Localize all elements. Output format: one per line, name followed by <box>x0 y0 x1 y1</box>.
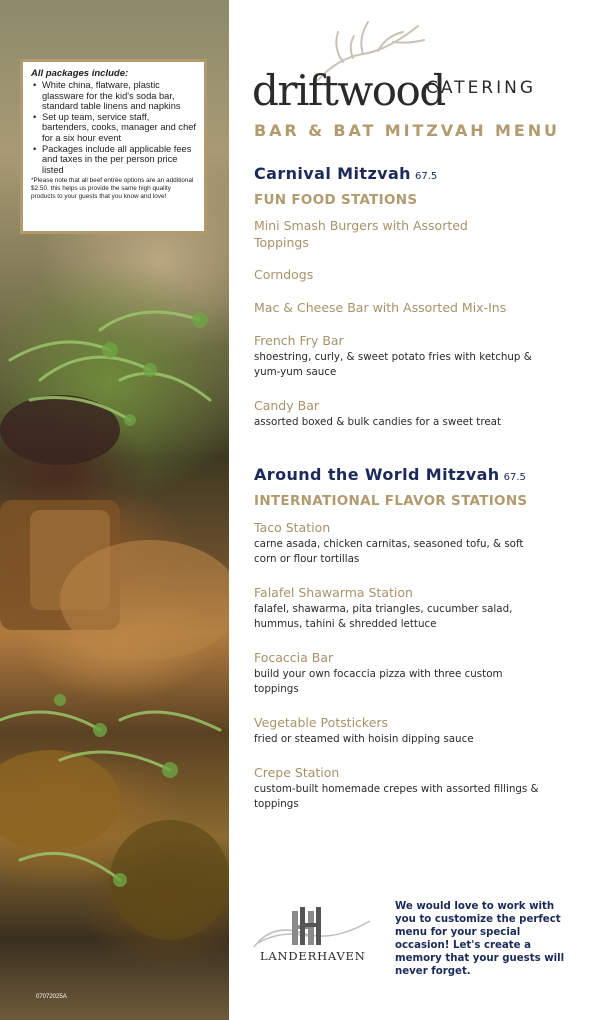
menu-item <box>254 649 524 697</box>
menu-item-name: Taco Station <box>254 520 331 535</box>
section-price: 67.5 <box>503 472 526 483</box>
menu-item-description: assorted boxed & bulk candies for a sweet treat <box>254 416 502 428</box>
menu-item-description: build your own focaccia pizza with three custom toppings <box>254 668 503 695</box>
menu-item-name: Corndogs <box>254 267 314 282</box>
info-box-item: • White china, flatware, plastic glassware for the kid's soda bar, standard table linens and napkins <box>31 80 196 112</box>
menu-item <box>254 217 494 251</box>
menu-title: BAR & BAT MITZVAH MENU <box>254 121 560 140</box>
menu-item <box>254 519 544 567</box>
menu-item-name: Candy Bar <box>254 398 319 413</box>
menu-item <box>254 332 534 380</box>
footer-message: We would love to work with you to customize the perfect menu for your special occasion! Let's create a memory that your guests will never forget. <box>395 901 565 977</box>
logo-wordmark: driftwood <box>252 66 445 115</box>
section-subtitle: INTERNATIONAL FLAVOR STATIONS <box>254 493 528 509</box>
document-code: 07072025A <box>36 994 67 1000</box>
section-price: 67.5 <box>414 171 438 182</box>
info-box-item: • Set up team, service staff, bartenders, cooks, manager and chef for a six hour event <box>31 112 196 144</box>
menu-item-name: Mac & Cheese Bar with Assorted Mix-Ins <box>254 300 507 315</box>
logo-subtitle: CATERING <box>426 78 537 98</box>
menu-item-description: fried or steamed with hoisin dipping sauce <box>254 733 474 745</box>
packages-info-box <box>20 59 207 234</box>
menu-item-name: Mini Smash Burgers with Assorted Toppings <box>254 218 468 250</box>
section-title-carnival <box>254 164 437 183</box>
menu-item-description: falafel, shawarma, pita triangles, cucumber salad, hummus, tahini & shredded lettuce <box>254 603 513 630</box>
menu-item <box>254 584 544 632</box>
menu-item-name: Focaccia Bar <box>254 650 334 665</box>
info-box-title: All packages include: <box>31 68 129 79</box>
section-subtitle: FUN FOOD STATIONS <box>254 192 418 208</box>
menu-item-description: carne asada, chicken carnitas, seasoned tofu, & soft corn or flour tortillas <box>254 538 524 565</box>
menu-item <box>254 397 544 430</box>
landerhaven-emblem-icon <box>252 903 372 951</box>
section-name: Around the World Mitzvah <box>254 465 500 484</box>
menu-item <box>254 299 544 316</box>
info-box-list <box>31 80 196 175</box>
menu-item <box>254 764 544 812</box>
menu-item-name: Vegetable Potstickers <box>254 715 389 730</box>
food-photo <box>0 0 229 1020</box>
menu-item-name: Crepe Station <box>254 765 340 780</box>
section-title-around-the-world <box>254 465 526 484</box>
menu-item-name: French Fry Bar <box>254 333 344 348</box>
landerhaven-wordmark: LANDERHAVEN <box>260 949 366 963</box>
menu-item-description: custom-built homemade crepes with assorted fillings & toppings <box>254 783 539 810</box>
driftwood-logo <box>248 18 568 115</box>
info-box-item: • Packages include all applicable fees and taxes in the per person price listed <box>31 144 196 176</box>
menu-item <box>254 266 544 283</box>
info-box-note: *Please note that all beef entrée options are an additional $2.50, this helps us provide the same high quality products to your guests that you know and love! <box>31 177 194 200</box>
menu-item-name: Falafel Shawarma Station <box>254 585 413 600</box>
menu-item-description: shoestring, curly, & sweet potato fries with ketchup & yum-yum sauce <box>254 351 532 378</box>
landerhaven-logo <box>252 903 372 965</box>
section-name: Carnival Mitzvah <box>254 164 411 183</box>
menu-item <box>254 714 544 747</box>
